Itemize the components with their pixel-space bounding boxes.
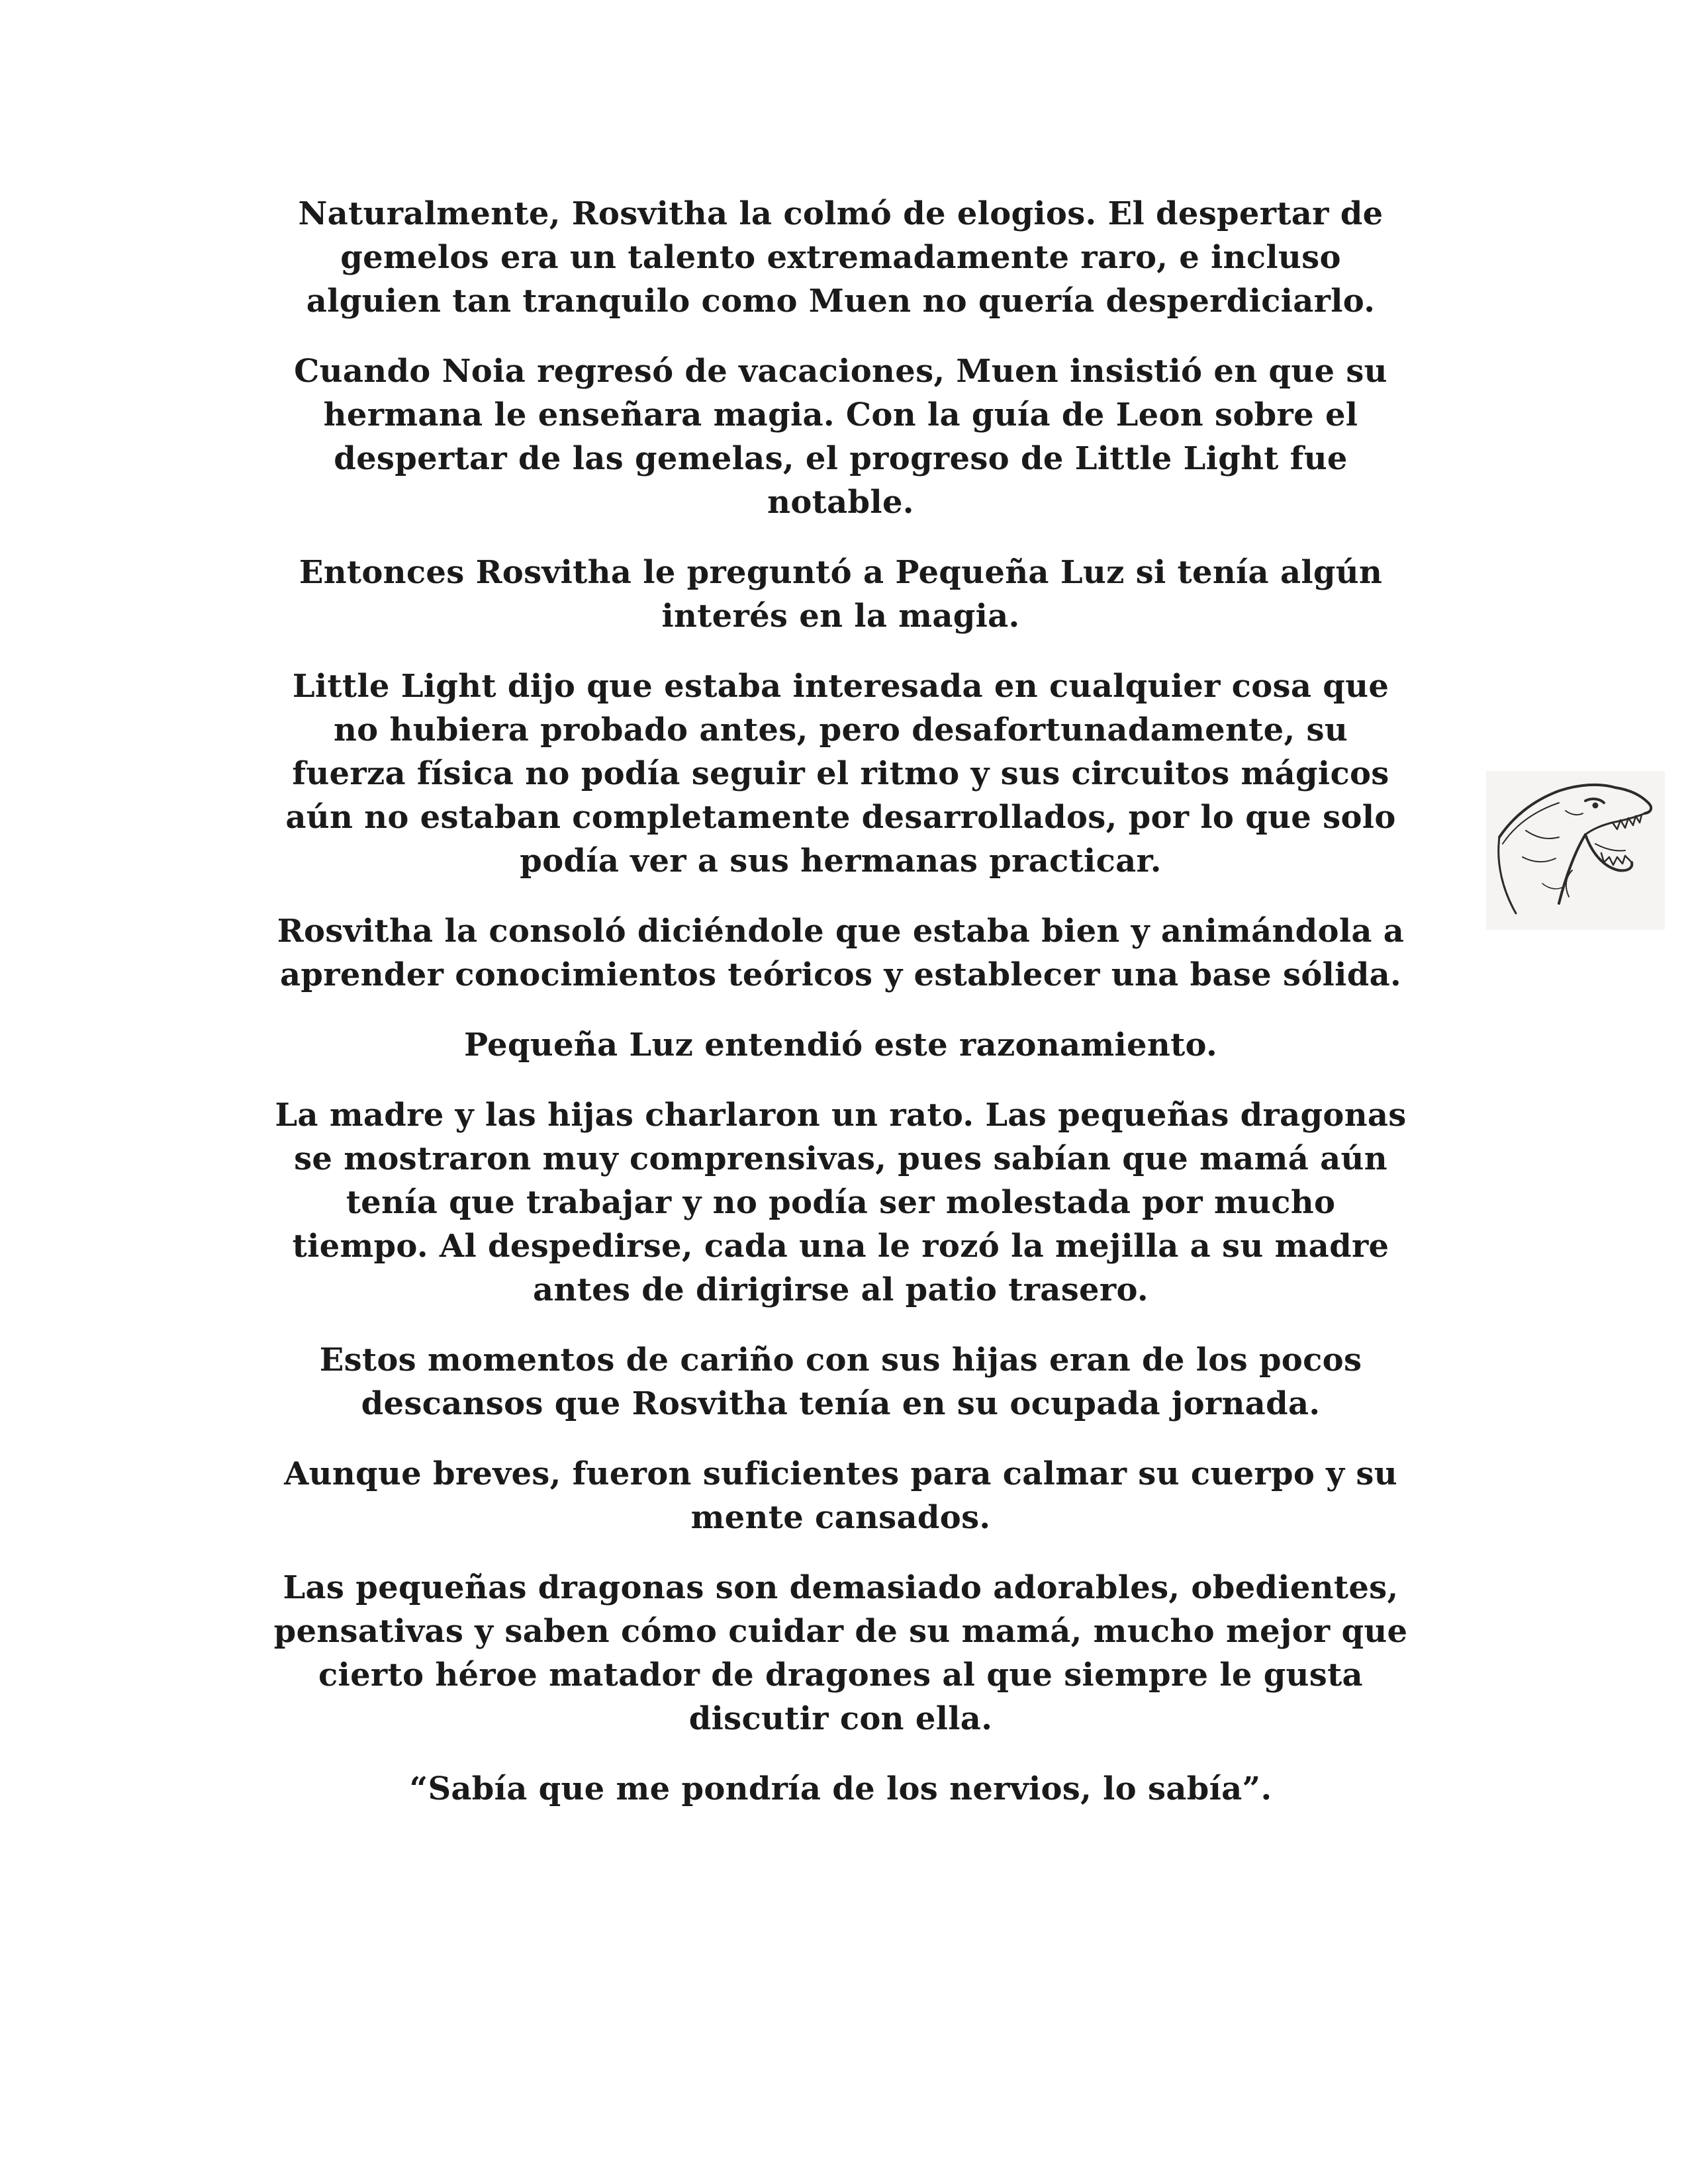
paragraph-5 — [218, 909, 1463, 997]
text-line: Naturalmente, Rosvitha la colmó de elogios. El despertar de — [298, 195, 1383, 232]
text-line: alguien tan tranquilo como Muen no quería desperdiciarlo. — [306, 283, 1376, 320]
text-line: tenía que trabajar y no podía ser molestada por mucho — [346, 1184, 1336, 1221]
text-line: La madre y las hijas charlaron un rato. Las pequeñas dragonas — [275, 1097, 1407, 1134]
text-line: “Sabía que me pondría de los nervios, lo sabía”. — [409, 1770, 1272, 1807]
text-line: Aunque breves, fueron suficientes para calmar su cuerpo y su — [284, 1455, 1397, 1492]
paragraph-4 — [218, 664, 1463, 883]
text-line: hermana le enseñara magia. Con la guía de Leon sobre el — [323, 396, 1358, 433]
text-line: despertar de las gemelas, el progreso de Little Light fue — [334, 440, 1348, 477]
paragraph-1 — [218, 192, 1463, 323]
text-line: interés en la magia. — [661, 598, 1020, 635]
text-line: pensativas y saben cómo cuidar de su mamá, mucho mejor que — [273, 1613, 1408, 1650]
text-line: mente cansados. — [690, 1499, 991, 1536]
paragraph-7 — [218, 1093, 1463, 1312]
text-line: gemelos era un talento extremadamente raro, e incluso — [340, 239, 1341, 276]
body-text — [218, 192, 1463, 1837]
paragraph-3 — [218, 551, 1463, 638]
text-line: Cuando Noia regresó de vacaciones, Muen insistió en que su — [294, 353, 1387, 390]
text-line: Entonces Rosvitha le preguntó a Pequeña Luz si tenía algún — [299, 554, 1383, 591]
text-line: aprender conocimientos teóricos y establecer una base sólida. — [280, 956, 1401, 993]
text-line: descansos que Rosvitha tenía en su ocupada jornada. — [361, 1385, 1321, 1422]
text-line: discutir con ella. — [688, 1700, 993, 1737]
text-line: podía ver a sus hermanas practicar. — [520, 842, 1162, 880]
text-line: Las pequeñas dragonas son demasiado adorables, obedientes, — [283, 1569, 1399, 1606]
paragraph-2 — [218, 349, 1463, 524]
text-line: antes de dirigirse al patio trasero. — [533, 1271, 1149, 1308]
paragraph-11 — [218, 1767, 1463, 1811]
text-line: fuerza física no podía seguir el ritmo y sus circuitos mágicos — [292, 755, 1389, 792]
paragraph-6 — [218, 1023, 1463, 1067]
paragraph-9 — [218, 1452, 1463, 1539]
dinosaur-sketch-icon — [1486, 771, 1665, 930]
text-line: aún no estaban completamente desarrollados, por lo que solo — [285, 799, 1396, 836]
text-line: Estos momentos de cariño con sus hijas eran de los pocos — [319, 1342, 1362, 1379]
text-line: Rosvitha la consoló diciéndole que estaba bien y animándola a — [277, 913, 1405, 950]
paragraph-10 — [218, 1566, 1463, 1741]
text-line: tiempo. Al despedirse, cada una le rozó la mejilla a su madre — [292, 1228, 1389, 1265]
text-line: Little Light dijo que estaba interesada en cualquier cosa que — [292, 668, 1389, 705]
text-line: cierto héroe matador de dragones al que siempre le gusta — [318, 1657, 1363, 1694]
text-line: se mostraron muy comprensivas, pues sabían que mamá aún — [294, 1140, 1387, 1177]
text-line: no hubiera probado antes, pero desafortunadamente, su — [333, 711, 1348, 749]
paragraph-8 — [218, 1338, 1463, 1426]
text-line: notable. — [767, 484, 914, 521]
text-line: Pequeña Luz entendió este razonamiento. — [463, 1026, 1218, 1064]
